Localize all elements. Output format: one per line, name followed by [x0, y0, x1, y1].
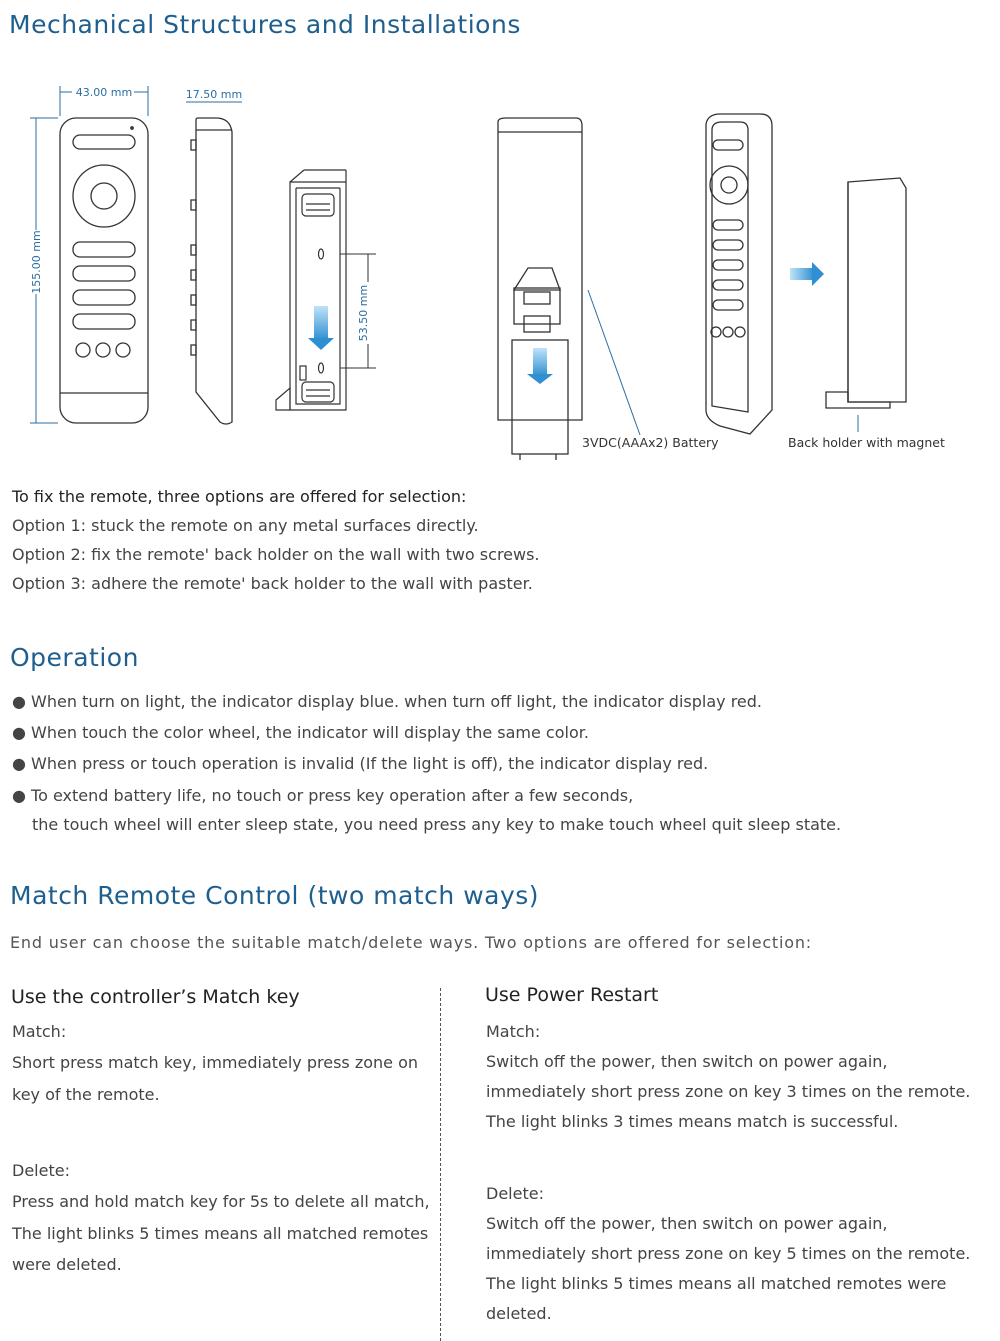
dim-depth-label: 17.50 mm: [185, 88, 243, 101]
mechanical-title: Mechanical Structures and Installations: [9, 10, 521, 39]
right-delete-line-4: deleted.: [486, 1304, 552, 1323]
left-column-title: Use the controller’s Match key: [11, 986, 300, 1008]
operation-bullet-2: ● When touch the color wheel, the indicator will display the same color.: [12, 723, 589, 742]
fix-heading: To fix the remote, three options are offered for selection:: [12, 487, 467, 506]
fix-option-3: Option 3: adhere the remote' back holder to the wall with paster.: [12, 574, 533, 593]
left-match-label: Match:: [12, 1022, 67, 1041]
right-delete-line-1: Switch off the power, then switch on power again,: [486, 1214, 888, 1233]
left-delete-line-3: were deleted.: [12, 1255, 122, 1274]
right-arrow-icon: [790, 268, 814, 280]
operation-bullet-4: ● To extend battery life, no touch or press key operation after a few seconds,: [12, 786, 634, 805]
left-delete-line-2: The light blinks 5 times means all matched remotes: [12, 1224, 429, 1243]
operation-bullet-4-cont: the touch wheel will enter sleep state, you need press any key to make touch wheel quit sleep state.: [32, 815, 842, 834]
left-match-line-2: key of the remote.: [12, 1085, 160, 1104]
down-arrow-icon: [314, 306, 328, 340]
holder-label: Back holder with magnet: [788, 435, 945, 450]
battery-door-arrow-icon: [533, 348, 547, 376]
right-column-title: Use Power Restart: [485, 984, 659, 1006]
right-delete-label: Delete:: [486, 1184, 544, 1203]
right-delete-line-2: immediately short press zone on key 5 times on the remote.: [486, 1244, 971, 1263]
fix-option-2: Option 2: fix the remote' back holder on the wall with two screws.: [12, 545, 540, 564]
right-delete-line-3: The light blinks 5 times means all matched remotes were: [486, 1274, 947, 1293]
column-divider: [440, 988, 441, 1341]
match-title: Match Remote Control (two match ways): [10, 881, 540, 910]
fix-option-1: Option 1: stuck the remote on any metal surfaces directly.: [12, 516, 479, 535]
dim-width-label: 43.00 mm: [75, 86, 133, 99]
right-match-line-2: immediately short press zone on key 3 times on the remote.: [486, 1082, 971, 1101]
battery-label: 3VDC(AAAx2) Battery: [582, 435, 719, 450]
right-match-line-1: Switch off the power, then switch on power again,: [486, 1052, 888, 1071]
dim-holder-label: 53.50 mm: [357, 284, 370, 342]
remote-side-view: [191, 118, 232, 424]
operation-title: Operation: [10, 643, 139, 672]
remote-perspective-view: [706, 114, 772, 434]
back-holder-plate: [276, 170, 346, 410]
mechanical-diagram: [0, 70, 1000, 470]
operation-bullet-3: ● When press or touch operation is invalid (If the light is off), the indicator display red.: [12, 754, 709, 773]
match-intro: End user can choose the suitable match/delete ways. Two options are offered for selection:: [10, 933, 812, 952]
remote-front-view: [60, 118, 148, 423]
back-holder-magnet: [826, 178, 906, 408]
remote-back-view: [498, 118, 582, 460]
operation-bullet-1: ● When turn on light, the indicator display blue. when turn off light, the indicator display red.: [12, 692, 763, 711]
left-delete-label: Delete:: [12, 1161, 70, 1180]
left-delete-line-1: Press and hold match key for 5s to delete all match,: [12, 1192, 430, 1211]
left-match-line-1: Short press match key, immediately press zone on: [12, 1053, 419, 1072]
dim-height-label: 155.00 mm: [30, 230, 43, 294]
right-match-label: Match:: [486, 1022, 541, 1041]
right-match-line-3: The light blinks 3 times means match is successful.: [486, 1112, 899, 1131]
